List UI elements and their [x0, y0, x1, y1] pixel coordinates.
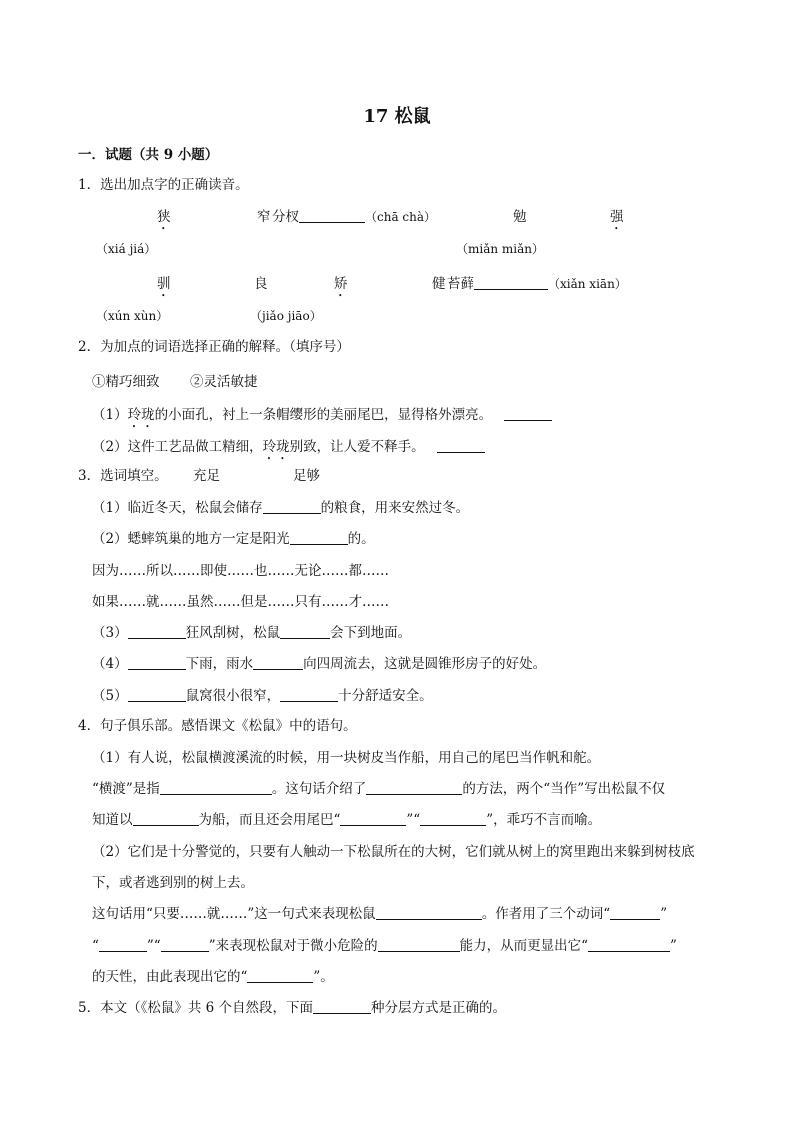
- q1-word-zhai: 窄: [257, 209, 271, 225]
- q4-blank-2a[interactable]: [376, 905, 482, 920]
- q1-word-jiao: 矫: [334, 276, 348, 292]
- q4-stem: 4．句子俱乐部。感悟课文《松鼠》中的语句。: [78, 718, 357, 734]
- q4-blank-2c[interactable]: [99, 937, 147, 952]
- q1-pinyin-mian: （miǎn miǎn）: [456, 242, 545, 256]
- q1-pinyin-xun: （xún xùn）: [96, 309, 169, 323]
- q1-word-cha: 分杈 （chā chà）: [272, 209, 437, 225]
- q1-word-liang: 良: [254, 276, 268, 292]
- q2-sentence-1: （1）玲珑的小面孔，衬上一条帽缨形的美丽尾巴，显得格外漂亮。: [92, 406, 552, 431]
- q4-blank-1d[interactable]: [340, 811, 406, 826]
- q3-word-2: 足够: [293, 468, 320, 484]
- q4-question-2c: 的天性，由此表现出它的“ ”。: [92, 969, 334, 985]
- q3-sentence-2: （2）蟋蟀筑巢的地方一定是阳光 的。: [92, 531, 375, 547]
- q3-stem: 3．选词填空。: [78, 468, 168, 484]
- q4-blank-2e[interactable]: [378, 937, 460, 952]
- q1-word-xian: 苔藓 （xiǎn xiān）: [447, 276, 627, 292]
- q3-blank-5b[interactable]: [280, 687, 338, 702]
- q1-pinyin-jiao: （jiǎo jiāo）: [250, 309, 322, 323]
- q4-blank-2f[interactable]: [588, 937, 670, 952]
- q1-word-jian: 健: [432, 276, 446, 292]
- q3-blank-3a[interactable]: [128, 624, 186, 639]
- q3-blank-4b[interactable]: [253, 655, 303, 670]
- q4-question-1b: 知道以 为船，而且还会用尾巴“ ”“ ”，乖巧不言而喻。: [92, 812, 602, 828]
- q3-sentence-5: （5） 鼠窝很小很窄， 十分舒适安全。: [92, 688, 433, 704]
- q4-blank-2b[interactable]: [610, 905, 660, 920]
- q4-blank-2d[interactable]: [161, 937, 209, 952]
- q4-question-2a: 这句话用“只要……就……”这一句式来表现松鼠 。作者用了三个动词“ ”: [92, 906, 668, 922]
- q1-blank-xian[interactable]: [474, 275, 548, 290]
- q3-blank-4a[interactable]: [128, 655, 186, 670]
- q1-word-xun: 驯: [157, 276, 171, 292]
- q4-passage-2: （2）它们是十分警觉的，只要有人触动一下松鼠所在的大树，它们就从树上的窝里跑出来躲到树枝底: [92, 844, 695, 860]
- q2-stem: 2．为加点的词语选择正确的解释。（填序号）: [78, 339, 350, 355]
- q1-blank-cha[interactable]: [299, 208, 365, 223]
- q5-stem: 5．本文（《松鼠》共 6 个自然段，下面 种分层方式是正确的。: [78, 1000, 507, 1016]
- q3-blank-5a[interactable]: [128, 687, 186, 702]
- q3-conjunctions-1: 因为……所以……即使……也……无论……都……: [92, 563, 389, 579]
- q1-word-xia: 狭: [157, 209, 171, 225]
- q1-word-qiang: 强: [610, 209, 624, 225]
- q3-blank-2[interactable]: [290, 530, 348, 545]
- q3-blank-1[interactable]: [263, 499, 321, 514]
- q3-sentence-1: （1）临近冬天，松鼠会储存 的粮食，用来安然过冬。: [92, 500, 470, 516]
- q5-blank[interactable]: [313, 999, 371, 1014]
- q2-blank-1[interactable]: [504, 406, 552, 421]
- q4-question-1a: “横渡”是指 。这句话介绍了 的方法，两个“当作”写出松鼠不仅: [92, 781, 666, 797]
- q3-sentence-4: （4） 下雨，雨水 向四周流去，这就是圆锥形房子的好处。: [92, 656, 547, 672]
- q4-blank-1c[interactable]: [133, 811, 199, 826]
- q1-word-mian: 勉: [513, 209, 527, 225]
- q4-question-2b: “ ”“ ”来表现松鼠对于微小危险的 能力，从而更显出它“ ”: [92, 938, 677, 954]
- q1-stem: 1．选出加点字的正确读音。: [78, 177, 249, 193]
- q2-option-2: ②灵活敏捷: [190, 374, 258, 390]
- q4-blank-2g[interactable]: [247, 968, 313, 983]
- q4-passage-2b: 下，或者逃到别的树上去。: [92, 875, 254, 891]
- q4-passage-1: （1）有人说，松鼠横渡溪流的时候，用一块树皮当作船，用自己的尾巴当作帆和舵。: [92, 750, 601, 766]
- q4-blank-1a[interactable]: [160, 780, 272, 795]
- q4-blank-1e[interactable]: [420, 811, 486, 826]
- q3-blank-3b[interactable]: [280, 624, 330, 639]
- q1-pinyin-xia: （xiá jiá）: [96, 242, 157, 256]
- q2-blank-2[interactable]: [437, 438, 485, 453]
- q2-option-1: ①精巧细致: [92, 374, 160, 390]
- q2-sentence-2: （2）这件工艺品做工精细，玲珑别致，让人爱不释手。: [92, 438, 485, 463]
- q3-conjunctions-2: 如果……就……虽然……但是……只有……才……: [92, 594, 389, 610]
- page-title: 17 松鼠: [363, 106, 431, 127]
- q3-sentence-3: （3） 狂风刮树，松鼠 会下到地面。: [92, 625, 412, 641]
- section-heading: 一．试题（共 9 小题）: [78, 147, 219, 163]
- q3-word-1: 充足: [193, 468, 220, 484]
- q4-blank-1b[interactable]: [366, 780, 462, 795]
